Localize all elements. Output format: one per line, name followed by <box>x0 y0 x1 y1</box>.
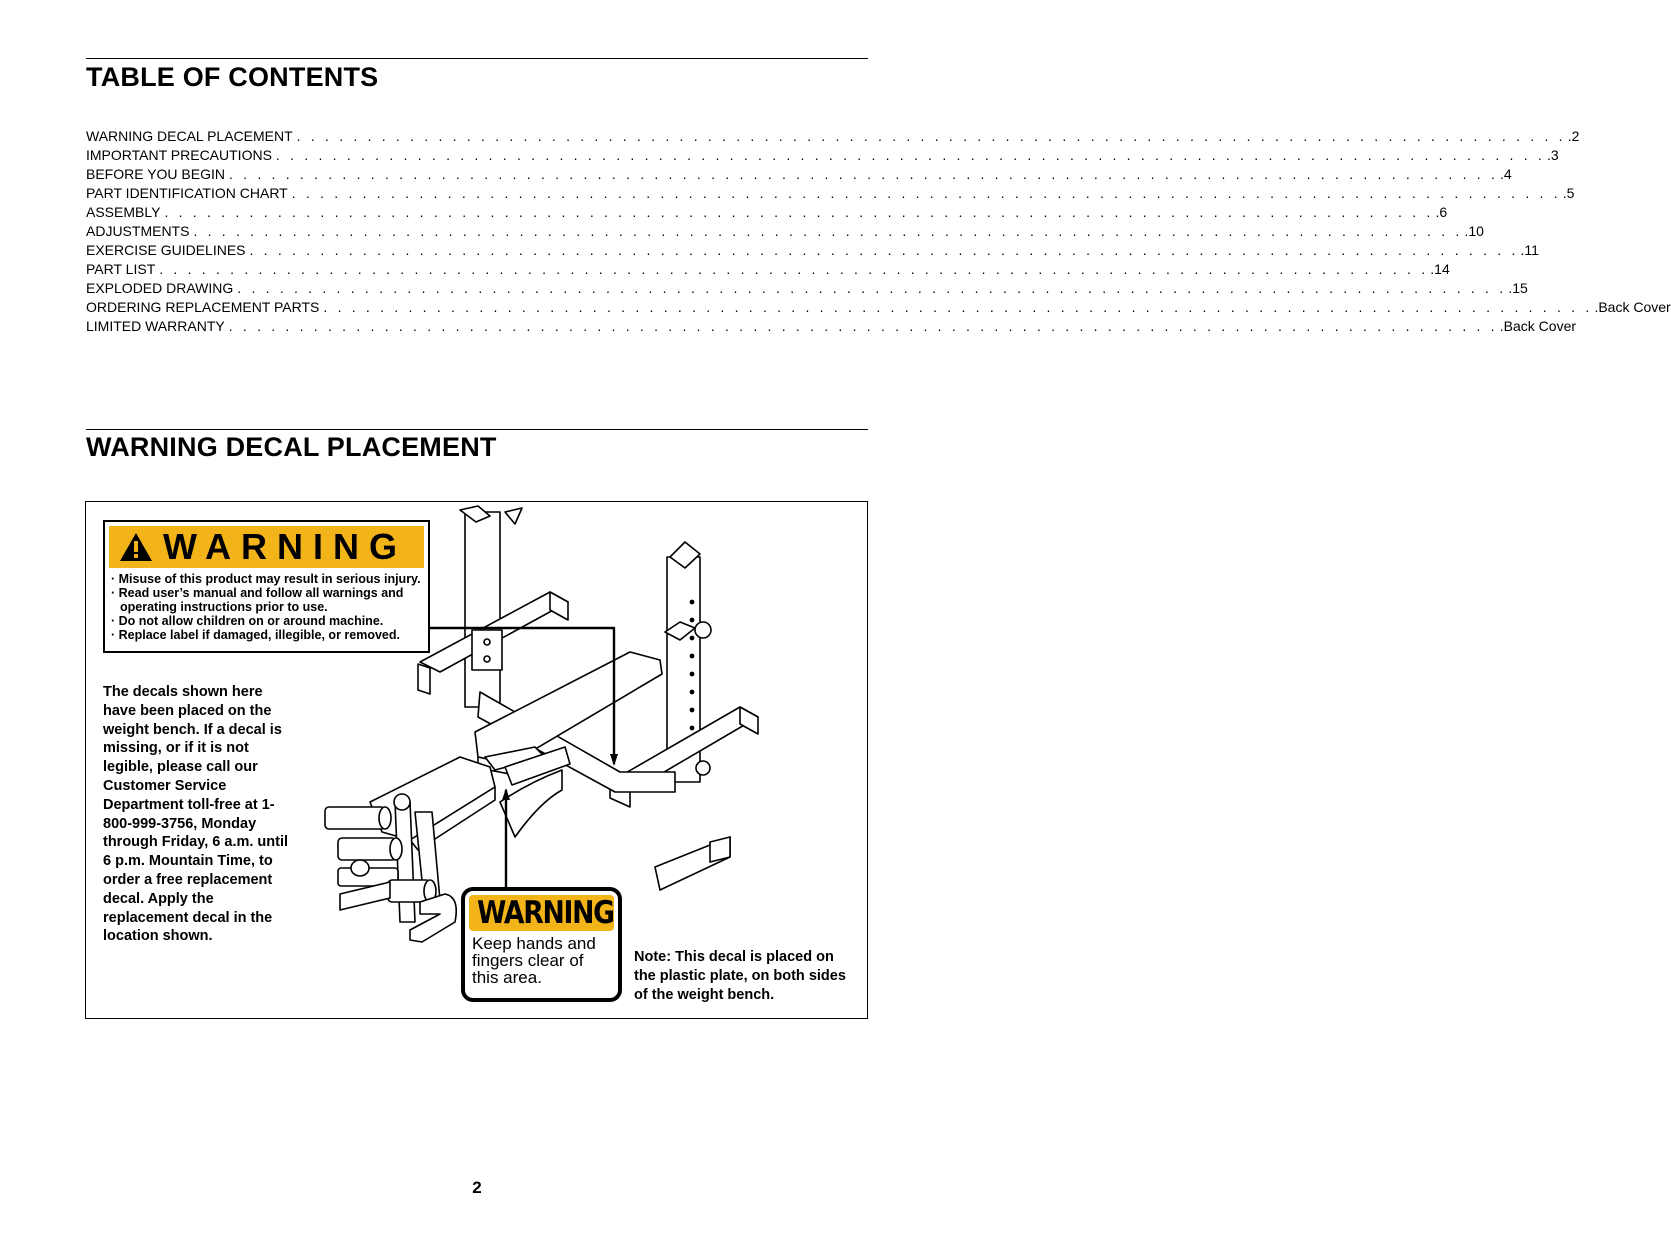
decal-bullet: · Replace label if damaged, illegible, or removed. <box>111 628 428 642</box>
section-rule <box>86 429 868 430</box>
decal-banner <box>109 526 424 568</box>
toc-entry[interactable]: ASSEMBLY . . . . . . . . . . . . . . . . . . . . . . . . . . . . . . . . . . . . . . . . . . . . . . . . . . . . . . . . . . . . . . . . . . . . . . . . . . . . . . . . . . . . . . . . . . .6 <box>86 204 1448 220</box>
decal-instructions: The decals shown here have been placed on the weight bench. If a decal is missing, or if it is not legible, please call our Customer Service Department toll-free at 1-800-999-3756, Monday through Friday, 6 a.m. until 6 p.m. Mountain Time, to order a free replacement decal. Apply the replacement decal in the location shown. <box>103 684 289 945</box>
section-title: WARNING DECAL PLACEMENT <box>86 432 497 462</box>
toc-entry[interactable]: ORDERING REPLACEMENT PARTS . . . . . . . . . . . . . . . . . . . . . . . . . . . . . . . . . . . . . . . . . . . . . . . . . . . . . . . . . . . . . . . . . . . . . . . . . . . . . . . . . . . . . . . . . . .Back Cover <box>86 299 1671 315</box>
decal-heading: WARNING <box>163 526 407 567</box>
toc-title: TABLE OF CONTENTS <box>86 62 379 92</box>
toc-entry[interactable]: PART LIST . . . . . . . . . . . . . . . . . . . . . . . . . . . . . . . . . . . . . . . . . . . . . . . . . . . . . . . . . . . . . . . . . . . . . . . . . . . . . . . . . . . . . . . . . . .14 <box>86 261 1450 277</box>
page-number: 2 <box>472 1178 482 1197</box>
decal-banner <box>469 895 614 931</box>
toc-entry[interactable]: LIMITED WARRANTY . . . . . . . . . . . . . . . . . . . . . . . . . . . . . . . . . . . . . . . . . . . . . . . . . . . . . . . . . . . . . . . . . . . . . . . . . . . . . . . . . . . . . . . . . . .Back Cover <box>86 318 1577 334</box>
decal-message: Keep hands and fingers clear of this area. <box>472 934 596 987</box>
warning-decal-small <box>461 887 622 1002</box>
toc-entry[interactable]: BEFORE YOU BEGIN . . . . . . . . . . . . . . . . . . . . . . . . . . . . . . . . . . . . . . . . . . . . . . . . . . . . . . . . . . . . . . . . . . . . . . . . . . . . . . . . . . . . . . . . . . .4 <box>86 166 1512 182</box>
toc-entry[interactable]: WARNING DECAL PLACEMENT . . . . . . . . . . . . . . . . . . . . . . . . . . . . . . . . . . . . . . . . . . . . . . . . . . . . . . . . . . . . . . . . . . . . . . . . . . . . . . . . . . . . . . . . . . .2 <box>86 128 1580 144</box>
warning-triangle-icon <box>119 532 153 562</box>
decal-bullet: · Do not allow children on or around machine. <box>111 614 428 628</box>
toc-entry[interactable]: IMPORTANT PRECAUTIONS . . . . . . . . . . . . . . . . . . . . . . . . . . . . . . . . . . . . . . . . . . . . . . . . . . . . . . . . . . . . . . . . . . . . . . . . . . . . . . . . . . . . . . . . . . .3 <box>86 147 1559 163</box>
decal-heading: WARNING <box>477 894 614 931</box>
decal-bullets <box>111 572 428 642</box>
top-rule <box>86 58 868 59</box>
toc-entry[interactable]: EXPLODED DRAWING . . . . . . . . . . . . . . . . . . . . . . . . . . . . . . . . . . . . . . . . . . . . . . . . . . . . . . . . . . . . . . . . . . . . . . . . . . . . . . . . . . . . . . . . . . .15 <box>86 280 1528 296</box>
decal-bullet: · Read user’s manual and follow all warnings and operating instructions prior to use. <box>111 586 428 614</box>
decal-note: Note: This decal is placed on the plastic plate, on both sides of the weight bench. <box>634 949 846 1003</box>
toc-list <box>86 127 1671 336</box>
toc-entry[interactable]: EXERCISE GUIDELINES . . . . . . . . . . . . . . . . . . . . . . . . . . . . . . . . . . . . . . . . . . . . . . . . . . . . . . . . . . . . . . . . . . . . . . . . . . . . . . . . . . . . . . . . . . .11 <box>86 242 1539 258</box>
toc-entry[interactable]: ADJUSTMENTS . . . . . . . . . . . . . . . . . . . . . . . . . . . . . . . . . . . . . . . . . . . . . . . . . . . . . . . . . . . . . . . . . . . . . . . . . . . . . . . . . . . . . . . . . . .10 <box>86 223 1484 239</box>
toc-entry[interactable]: PART IDENTIFICATION CHART . . . . . . . . . . . . . . . . . . . . . . . . . . . . . . . . . . . . . . . . . . . . . . . . . . . . . . . . . . . . . . . . . . . . . . . . . . . . . . . . . . . . . . . . . . .5 <box>86 185 1575 201</box>
warning-decal-large <box>103 520 430 653</box>
decal-bullet: · Misuse of this product may result in serious injury. <box>111 572 428 586</box>
